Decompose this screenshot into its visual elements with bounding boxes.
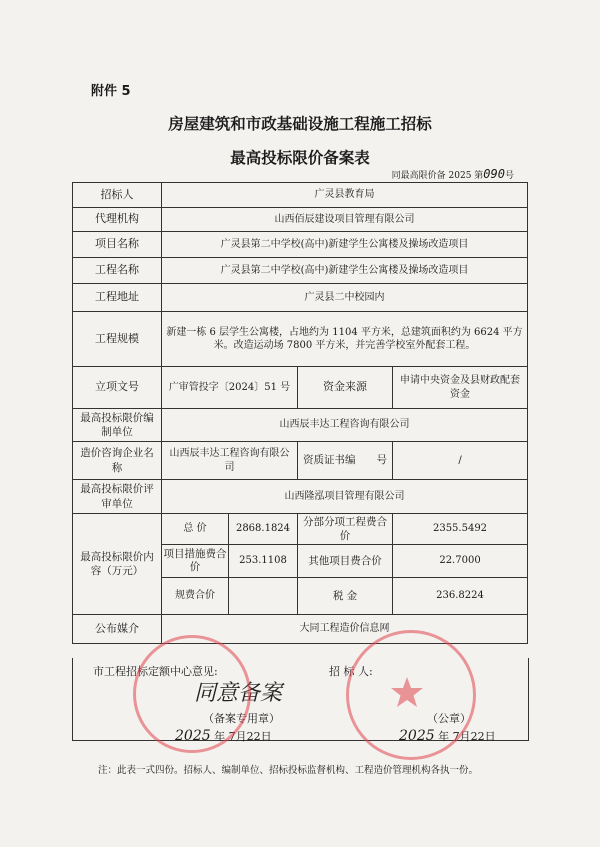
table-row [73,312,528,367]
table-row [73,367,528,409]
footnote-text: 注：此表一式四份。招标人、编制单位、招标投标监督机构、工程造价管理机构各执一份。 [98,765,479,776]
table-row [73,442,528,480]
media-label: 公布媒介 [73,615,162,644]
engineering-name-label: 工程名称 [73,258,162,284]
table-row [73,258,528,284]
agency-label: 代理机构 [73,208,162,232]
official-seal-caption: （公章） [427,712,471,725]
address-value: 广灵县二中校园内 [162,284,528,312]
table-row [73,208,528,232]
scale-label: 工程规模 [73,312,162,367]
price-content-label: 最高投标限价内容（万元） [73,514,162,615]
approval-doc-label: 立项文号 [73,367,162,409]
engineering-name-value: 广灵县第二中学校(高中)新建学生公寓楼及操场改造项目 [162,258,528,284]
measures-value: 253.1108 [239,555,287,567]
center-opinion-label: 市工程招标定额中心意见: [93,665,218,678]
stamp-star-icon [390,676,424,710]
review-unit-label: 最高投标限价评审单位 [73,480,162,514]
fund-source-value: 申请中央资金及县财政配套资金 [393,367,528,409]
page-subtitle: 最高投标限价备案表 [230,149,370,167]
file-number-handwritten: 090 [483,167,505,181]
total-value: 2868.1824 [235,523,291,535]
table-row [73,480,528,514]
fees-value [229,578,297,614]
project-name-label: 项目名称 [73,232,162,258]
consulting-label: 造价咨询企业名称 [73,442,162,480]
attachment-label: 附件 5 [91,84,131,99]
tax-value: 236.8224 [393,578,528,615]
fund-source-label: 资金来源 [298,367,393,409]
table-row [73,409,528,442]
file-number: 同最高限价备 2025 第090号 [391,167,514,181]
record-stamp-icon [133,635,251,753]
media-value: 大同工程造价信息网 [162,615,528,644]
cert-no-label: 资质证书编 号 [298,442,393,480]
consulting-value: 山西辰丰达工程咨询有限公司 [162,442,298,480]
approval-handwriting: 同意备案 [194,681,283,706]
table-row [73,615,528,644]
compile-unit-label: 最高投标限价编制单位 [73,409,162,442]
agency-value: 山西佰辰建设项目管理有限公司 [162,208,528,232]
scale-value: 新建一栋 6 层学生公寓楼，占地约为 1104 平方米，总建筑面积约为 6624 平方米。改造运动场 7800 平方米，并完善学校室外配套工程。 [162,312,528,367]
fees-label: 规费合价 [162,578,229,614]
table-row [73,183,528,208]
record-seal-caption: （备案专用章） [203,712,280,725]
tenderer-label: 招标人 [73,183,162,208]
other-label: 其他项目费合价 [298,545,393,578]
table-row [73,232,528,258]
other-value: 22.7000 [393,545,528,578]
approval-doc-value: 广审管投字〔2024〕51 号 [162,367,298,409]
page-title: 房屋建筑和市政基础设施工程施工招标 [168,115,432,133]
subitem-value: 2355.5492 [393,514,528,545]
record-table [72,182,528,644]
tax-label: 税 金 [298,578,393,615]
tenderer-sign-label: 招 标 人: [329,665,373,678]
cert-no-value: / [393,442,528,480]
table-row [73,284,528,312]
subitem-label: 分部分项工程费合价 [298,514,393,545]
table-row [73,514,528,545]
compile-unit-value: 山西辰丰达工程咨询有限公司 [162,409,528,442]
project-name-value: 广灵县第二中学校(高中)新建学生公寓楼及操场改造项目 [162,232,528,258]
tenderer-value: 广灵县教育局 [162,183,528,208]
date-left: 2025 年 7月22日 [175,728,272,744]
address-label: 工程地址 [73,284,162,312]
measures-label: 项目措施费合 价 [162,545,229,577]
date-right: 2025 年 7月22日 [399,728,496,744]
review-unit-value: 山西隆泓项目管理有限公司 [162,480,528,514]
total-label: 总 价 [162,514,229,544]
